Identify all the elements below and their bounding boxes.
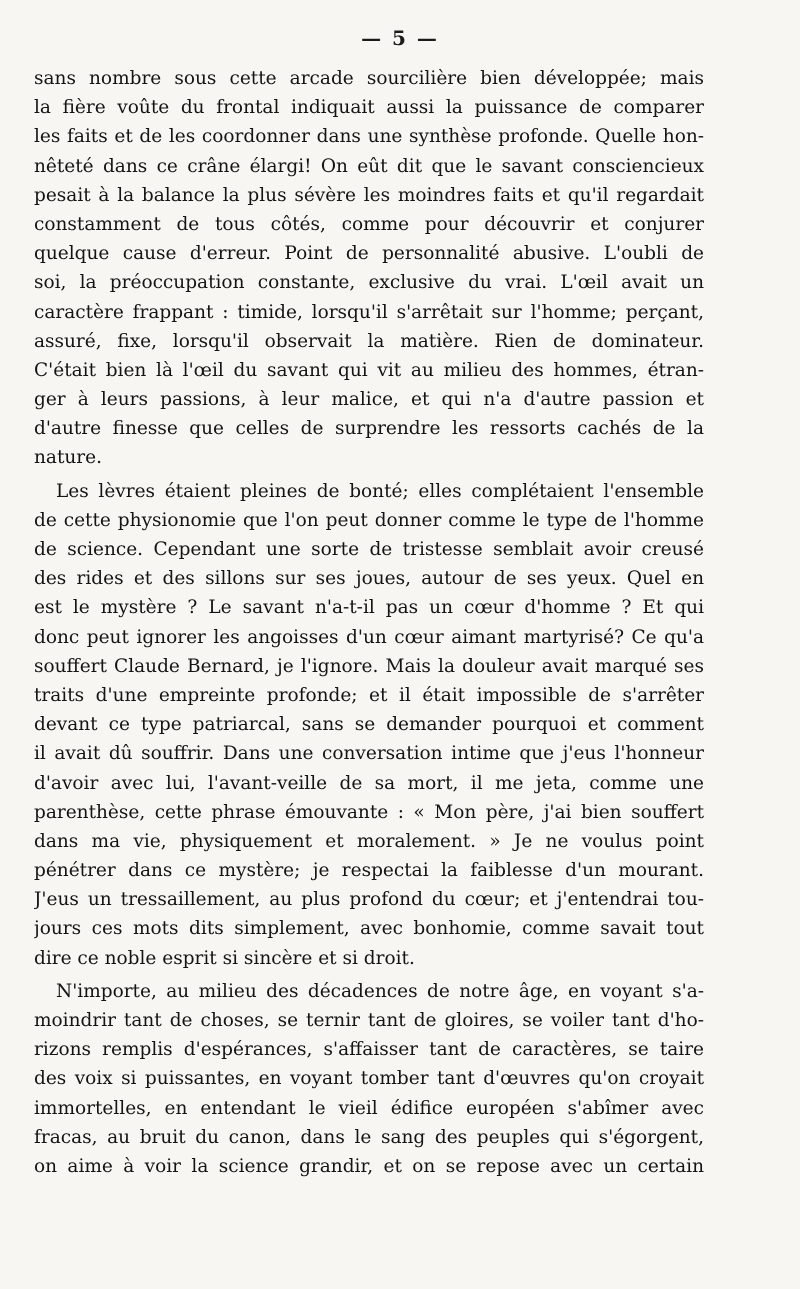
- text-line: jours ces mots dits simplement, avec bonhomie, comme savait tout: [34, 918, 704, 940]
- text-line: dire ce noble esprit si sincère et si droit.: [34, 947, 415, 969]
- text-line: on aime à voir la science grandir, et on se repose avec un certain: [34, 1155, 704, 1177]
- text-line: caractère frappant : timide, lorsqu'il s'arrêtait sur l'homme; perçant,: [34, 301, 704, 323]
- paragraph-1: [34, 64, 704, 473]
- text-line: assuré, fixe, lorsqu'il observait la matière. Rien de dominateur.: [34, 330, 704, 352]
- paragraph-3: [34, 977, 704, 1181]
- text-line: nature.: [34, 447, 102, 469]
- paragraph-2: [34, 477, 704, 973]
- text-line: quelque cause d'erreur. Point de personnalité abusive. L'oubli de: [34, 243, 704, 265]
- text-line: d'avoir avec lui, l'avant-veille de sa mort, il me jeta, comme une: [34, 772, 704, 794]
- page-number: — 5 —: [361, 26, 439, 50]
- text-line: fracas, au bruit du canon, dans le sang des peuples qui s'égorgent,: [34, 1126, 704, 1148]
- text-line: pesait à la balance la plus sévère les moindres faits et qu'il regardait: [34, 184, 704, 206]
- text-line: Les lèvres étaient pleines de bonté; elles complétaient l'ensemble: [56, 480, 704, 502]
- text-line: soi, la préoccupation constante, exclusive du vrai. L'œil avait un: [34, 272, 704, 294]
- text-line: devant ce type patriarcal, sans se demander pourquoi et comment: [34, 714, 704, 736]
- text-line: des rides et des sillons sur ses joues, autour de ses yeux. Quel en: [34, 568, 704, 590]
- text-line: d'autre finesse que celles de surprendre les ressorts cachés de la: [34, 418, 704, 440]
- text-line: de cette physionomie que l'on peut donner comme le type de l'homme: [34, 509, 704, 531]
- text-line: nêteté dans ce crâne élargi! On eût dit que le savant consciencieux: [34, 155, 704, 177]
- text-line: donc peut ignorer les angoisses d'un cœur aimant martyrisé? Ce qu'a: [34, 626, 704, 648]
- text-line: moindrir tant de choses, se ternir tant de gloires, se voiler tant d'ho-: [34, 1010, 704, 1031]
- text-line: pénétrer dans ce mystère; je respectai la faiblesse d'un mourant.: [34, 860, 704, 882]
- text-line: il avait dû souffrir. Dans une conversation intime que j'eus l'honneur: [34, 743, 704, 765]
- text-line: ger à leurs passions, à leur malice, et qui n'a d'autre passion et: [34, 389, 704, 411]
- text-line: C'était bien là l'œil du savant qui vit au milieu des hommes, étran-: [34, 359, 704, 381]
- text-line: immortelles, en entendant le vieil édifice européen s'abîmer avec: [34, 1097, 704, 1119]
- text-line: constamment de tous côtés, comme pour découvrir et conjurer: [34, 213, 704, 235]
- text-line: N'importe, au milieu des décadences de notre âge, en voyant s'a-: [56, 980, 704, 1002]
- text-line: rizons remplis d'espérances, s'affaisser tant de caractères, se taire: [34, 1039, 704, 1061]
- text-line: des voix si puissantes, en voyant tomber tant d'œuvres qu'on croyait: [34, 1068, 704, 1090]
- text-line: souffert Claude Bernard, je l'ignore. Mais la douleur avait marqué ses: [34, 655, 704, 677]
- text-line: J'eus un tressaillement, au plus profond du cœur; et j'entendrai tou-: [34, 889, 704, 911]
- body-text: [34, 64, 704, 1181]
- text-line: parenthèse, cette phrase émouvante : « Mon père, j'ai bien souffert: [34, 801, 704, 823]
- text-line: est le mystère ? Le savant n'a-t-il pas un cœur d'homme ? Et qui: [34, 597, 704, 619]
- text-line: les faits et de les coordonner dans une synthèse profonde. Quelle hon-: [34, 126, 704, 148]
- text-line: de science. Cependant une sorte de tristesse semblait avoir creusé: [34, 539, 704, 560]
- text-line: sans nombre sous cette arcade sourcilière bien développée; mais: [34, 68, 704, 89]
- text-line: dans ma vie, physiquement et moralement. » Je ne voulus point: [34, 830, 704, 852]
- text-line: la fière voûte du frontal indiquait aussi la puissance de comparer: [34, 97, 704, 119]
- text-line: traits d'une empreinte profonde; et il était impossible de s'arrêter: [34, 684, 704, 706]
